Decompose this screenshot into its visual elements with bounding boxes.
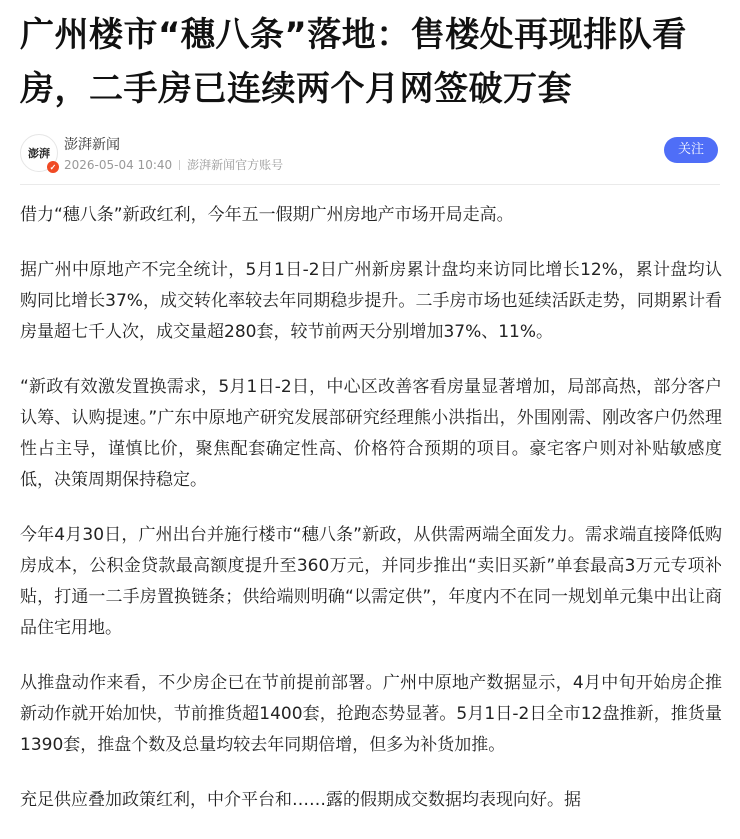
author-avatar[interactable] [20, 134, 58, 172]
author-row [20, 132, 720, 172]
paragraph: 借力“穗八条”新政红利，今年五一假期广州房地产市场开局走高。 [20, 205, 514, 225]
paragraph: “新政有效激发置换需求，5月1日-2日，中心区改善客看房量显著增加，局部高热，部分客户认筹、认购提速。”广东中原地产研究发展部研究经理熊小洪指出，外围刚需、刚改客户仍然理性占主导，谨慎比价，聚焦配套确定性高、价格符合预期的项目。豪宅客户则对补贴敏感度低，决策周期保持稳定。 [20, 377, 722, 490]
publish-date: 2026-05-04 10:40 [64, 158, 173, 172]
paragraph: 据广州中原地产不完全统计，5月1日-2日广州新房累计盘均来访同比增长12%，累计盘均认购同比增长37%，成交转化率较去年同期稳步提升。二手房市场也延续活跃走势，同期累计看房量超七千人次，成交量超280套，较节前两天分别增加37%、11%。 [20, 260, 722, 342]
paragraph: 从推盘动作来看，不少房企已在节前提前部署。广州中原地产数据显示，4月中旬开始房企推新动作就开始加快，节前推货超1400套，抢跑态势显著。5月1日-2日全市12盘推新，推货量1390套，推盘个数及总量均较去年同期倍增，但多为补货加推。 [20, 673, 722, 755]
header-divider [20, 184, 720, 185]
paragraph: 充足供应叠加政策红利，中介平台和……露的假期成交数据均表现向好。据 [20, 790, 581, 810]
article-title: 广州楼市“穗八条”落地：售楼处再现排队看房，二手房已连续两个月网签破万套 [20, 15, 687, 109]
meta-divider [179, 160, 180, 170]
account-type: 澎湃新闻官方账号 [187, 158, 284, 172]
avatar-logo-text: 澎湃 [28, 147, 50, 160]
author-name[interactable]: 澎湃新闻 [64, 137, 120, 153]
article-meta [64, 156, 283, 173]
follow-button[interactable]: 关注 [664, 137, 718, 163]
paragraph: 今年4月30日，广州出台并施行楼市“穗八条”新政，从供需两端全面发力。需求端直接降低购房成本，公积金贷款最高额度提升至360万元，并同步推出“卖旧买新”单套最高3万元专项补贴，打通一二手房置换链条；供给端则明确“以需定供”，年度内不在同一规划单元集中出让商品住宅用地。 [20, 525, 722, 638]
verified-badge-icon: ✓ [47, 161, 59, 173]
article-body [20, 200, 722, 839]
